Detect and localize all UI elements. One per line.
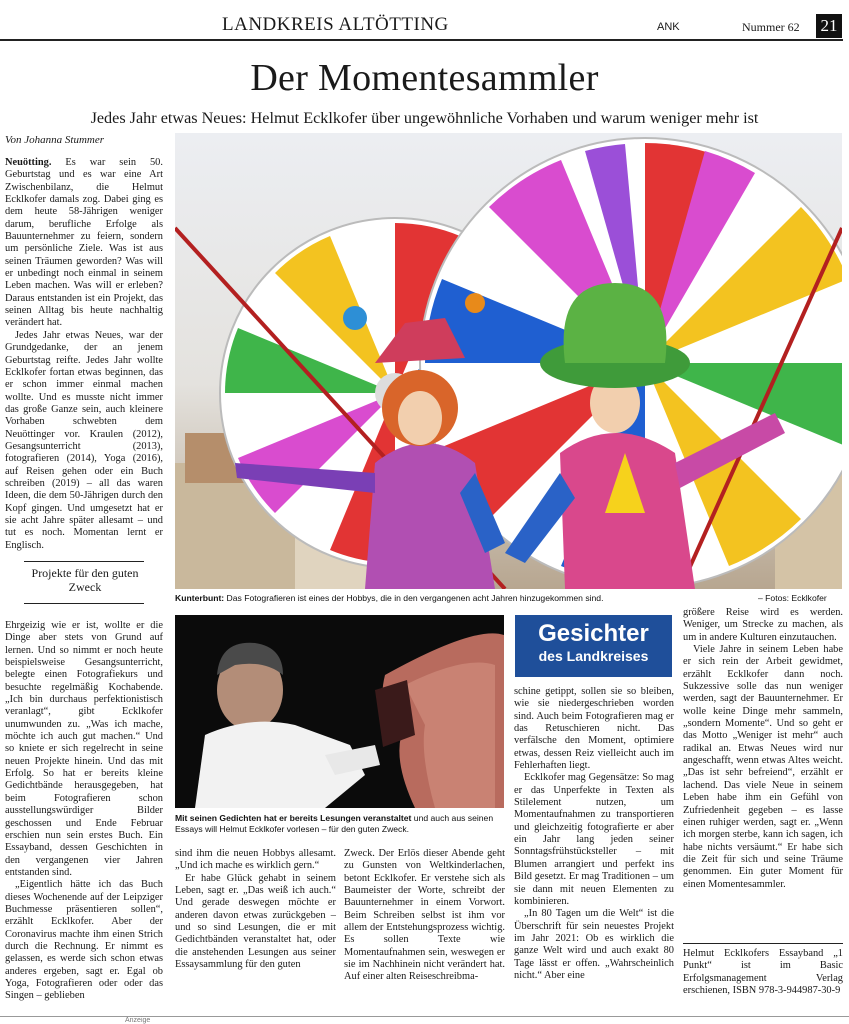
paragraph: Er habe Glück gehabt in seinem Leben, sagt er. „Das weiß ich auch.“ Und gerade deswegen möchte er anderen davon etwas zurückgeben – und so sind Lesungen, die er mit Gedichtbänden veranstaltet hat, oder die anstehenden Lesungen aus seiner Essaysammlung für den guten [175, 872, 336, 971]
column-5 [683, 607, 843, 891]
dateline: Neuötting. [5, 157, 52, 168]
paragraph: Viele Jahre in seinem Leben habe er sich rein der Arbeit gewidmet, erzählt Ecklkofer dann noch. Sukzessive solle das nun weniger werden, sagt der Bauunternehmer. Er wolle keine Dinge mehr sammeln, „sondern Momente“. Und so geht er das Motto „Weniger ist mehr“ auch radikal an. Etwas Neues wird nur angeschafft, wenn etwas Altes weicht. „Das ist sehr befreiend“, erzählt er lachend. Das viele Neue in seinem Leben habe ihm ein Gefühl von Zufriedenheit gegeben – es lasse einen ruhiger werden, sagt er. „Wenn ich morgen sterbe, kann ich sagen, ich habe nichts versäumt.“ Er habe sich die Zeit für sich und seine Träume genommen. Ein guter Moment für einen Momentesammler. [683, 644, 843, 890]
subhead-rule-bottom [24, 603, 144, 604]
ad-label: Anzeige [125, 1017, 151, 1024]
main-photo-caption [175, 593, 775, 604]
paragraph: Ehrgeizig wie er ist, wollte er die Dinge aber stets von Grund auf lernen. Und so nimmt er noch heute beispielsweise Gesangsunterricht, belegte einen Fotografiekurs und besuchte regelmäßig Kochabende. „Ich bin durchaus perfektionistisch veranlagt“, gibt Ecklkofer unumwunden zu. „Was ich mache, möchte ich auch gut machen.“ Und so kniete er sich regelrecht in seine neuen Projekte hinein. Und das mit Erfolg. So hat er bereits kleine Gedichtbände herausgegeben, hat beim Fotografieren schon ausstellungswürdiger Bilder geschossen und Ende Februar erschien nun sein erstes Buch. Ein Essayband, dessen Geschichten in den vergangenen vier Jahren entstanden sind. [5, 620, 163, 878]
subhead: Projekte für den guten Zweck [31, 566, 139, 594]
logo-subtitle: des Landkreises [538, 648, 649, 664]
reading-photo [175, 615, 504, 808]
caption-text: und auch aus seinen Essays will Helmut Ecklkofer vorlesen – für den guten Zweck. [175, 813, 494, 834]
info-box: Helmut Ecklkofers Essayband „1 Punkt“ ist im Basic Erfolgsmanagement Verlag erschienen, ISBN 978-3-944987-30-9 [683, 948, 843, 997]
info-box-rule [683, 943, 843, 944]
carnival-wheels-illustration [175, 133, 842, 589]
paragraph: schine getippt, sollen sie so bleiben, wie sie niedergeschrieben worden sind. Auch beim Fotografieren mag er das Retuschieren nicht. Das verfälsche den Moment, optimiere etwas, dessen Reiz vielleicht auch im Fehlerhaften liegt. [514, 686, 674, 772]
column-3 [344, 848, 505, 984]
subhead-rule-top [24, 561, 144, 562]
column-4 [514, 686, 674, 982]
paragraph: größere Reise wird es werden. Weniger, um Strecke zu machen, als um in andere Kulturen einzutauchen. [683, 607, 843, 643]
page-number: 21 [816, 14, 842, 38]
photo-credit: – Fotos: Ecklkofer [758, 593, 827, 603]
main-photo [175, 133, 842, 589]
column-1-bottom [5, 620, 163, 1003]
reading-photo-caption [175, 813, 505, 834]
section-title: LANDKREIS ALTÖTTING [222, 14, 449, 35]
paragraph: Es war sein 50. Geburtstag und es war eine Art Zwischenbilanz, die Helmut Ecklkofer damals zog. Dabei ging es dem heute 58-Jährigen weniger darum, berufliche Erfolge als Bauunternehmer zu feiern, sondern um persönliche Ziele. Was ist aus seinen Träumen geworden? Was will er unbedingt noch einmal in seinem Leben machen. Was will er erleben? Daraus entstanden ist ein Projekt, das seinen Alltag bis heute nachhaltig verändert hat. [5, 157, 163, 329]
paragraph: Ecklkofer mag Gegensätze: So mag er das Unperfekte in Texten als Stilelement nutzen, um Momentaufnahmen zu transportieren und gleichzeitig fotografierte er aber ein Jahr lang jeden seiner Sonntagsfrühstücksteller – mit Blumen arrangiert und perfekt ins Bild gesetzt. Er mag Traditionen – um sie dann mit neuen Elementen zu kombinieren. [514, 772, 674, 907]
subheadline: Jedes Jahr etwas Neues: Helmut Ecklkofer über ungewöhnliche Vorhaben und warum weniger mehr ist [90, 109, 759, 127]
issue-number: Nummer 62 [742, 20, 800, 34]
column-2 [175, 848, 336, 971]
paragraph: „Eigentlich hätte ich das Buch dieses Wochenende auf der Leipziger Buchmesse präsentieren sollen“, erzählt Ecklkofer. Aber der Coronavirus machte ihm einen Strich durch die Rechnung. Er nimmt es gelassen, es werde sich schon etwas anderes ergeben, sagt er. Egal ob Yoga, Fotografieren oder oder das Singen – geblieben [5, 879, 163, 1002]
byline: Von Johanna Stummer [5, 134, 104, 146]
headline: Der Momentesammler [250, 57, 599, 99]
caption-lead: Kunterbunt: [175, 593, 225, 603]
man-reading-illustration [175, 615, 504, 808]
caption-text: Das Fotografieren ist eines der Hobbys, die in den vergangenen acht Jahren hinzugekommen sind. [224, 593, 604, 603]
paragraph: „In 80 Tagen um die Welt“ ist die Überschrift für sein neuestes Projekt im Jahr 2021: Ob es wirklich die ganze Welt wird und auch exakt 80 Tage lässt er offen. „Wahrscheinlich nicht.“ Aber eine [514, 908, 674, 981]
logo-title: Gesichter [538, 620, 649, 647]
paragraph: Zweck. Der Erlös dieser Abende geht zu Gunsten von Weltkinderlachen, betont Ecklkofer. Er verstehe sich als Baumeister der Worte, schreibt der Bauunternehmer in einem Vorwort. Beim Schreiben selbst ist ihm vor allem der Entstehungsprozess wichtig. Es sollen Texte wie Momentaufnahmen sein, weswegen er sie im Nachhinein nicht verändert hat. Auf einer alten Reiseschreibma- [344, 848, 505, 983]
paragraph: sind ihm die neuen Hobbys allesamt. „Und ich mache es wirklich gern.“ [175, 848, 336, 872]
header-rule [0, 39, 843, 41]
paragraph: Jedes Jahr etwas Neues, war der Grundgedanke, der an jenem Geburtstag reifte. Jedes Jahr wollte Ecklkofer fortan etwas beginnen, das er schon immer einmal machen wollte. Und es musste nicht immer das große Ganze sein, auch kleinere Vorhaben schwebten dem Neuöttinger vor. Kraulen (2012), Gesangsunterricht (2013), fotografieren (2014), Yoga (2016), auf Reisen gehen oder ein Buch schreiben (2019) – all das waren Ideen, die dem 50-Jährigen durch den Kopf gingen. Und umgesetzt hat er sie acht Jahre später allesamt – und tut es noch. Momentan lernt er Englisch. [5, 329, 163, 551]
series-logo [515, 615, 672, 677]
caption-lead: Mit seinen Gedichten hat er bereits Lesungen veranstaltet [175, 813, 412, 823]
column-1-top [5, 157, 163, 552]
edition-code: ANK [657, 21, 680, 33]
